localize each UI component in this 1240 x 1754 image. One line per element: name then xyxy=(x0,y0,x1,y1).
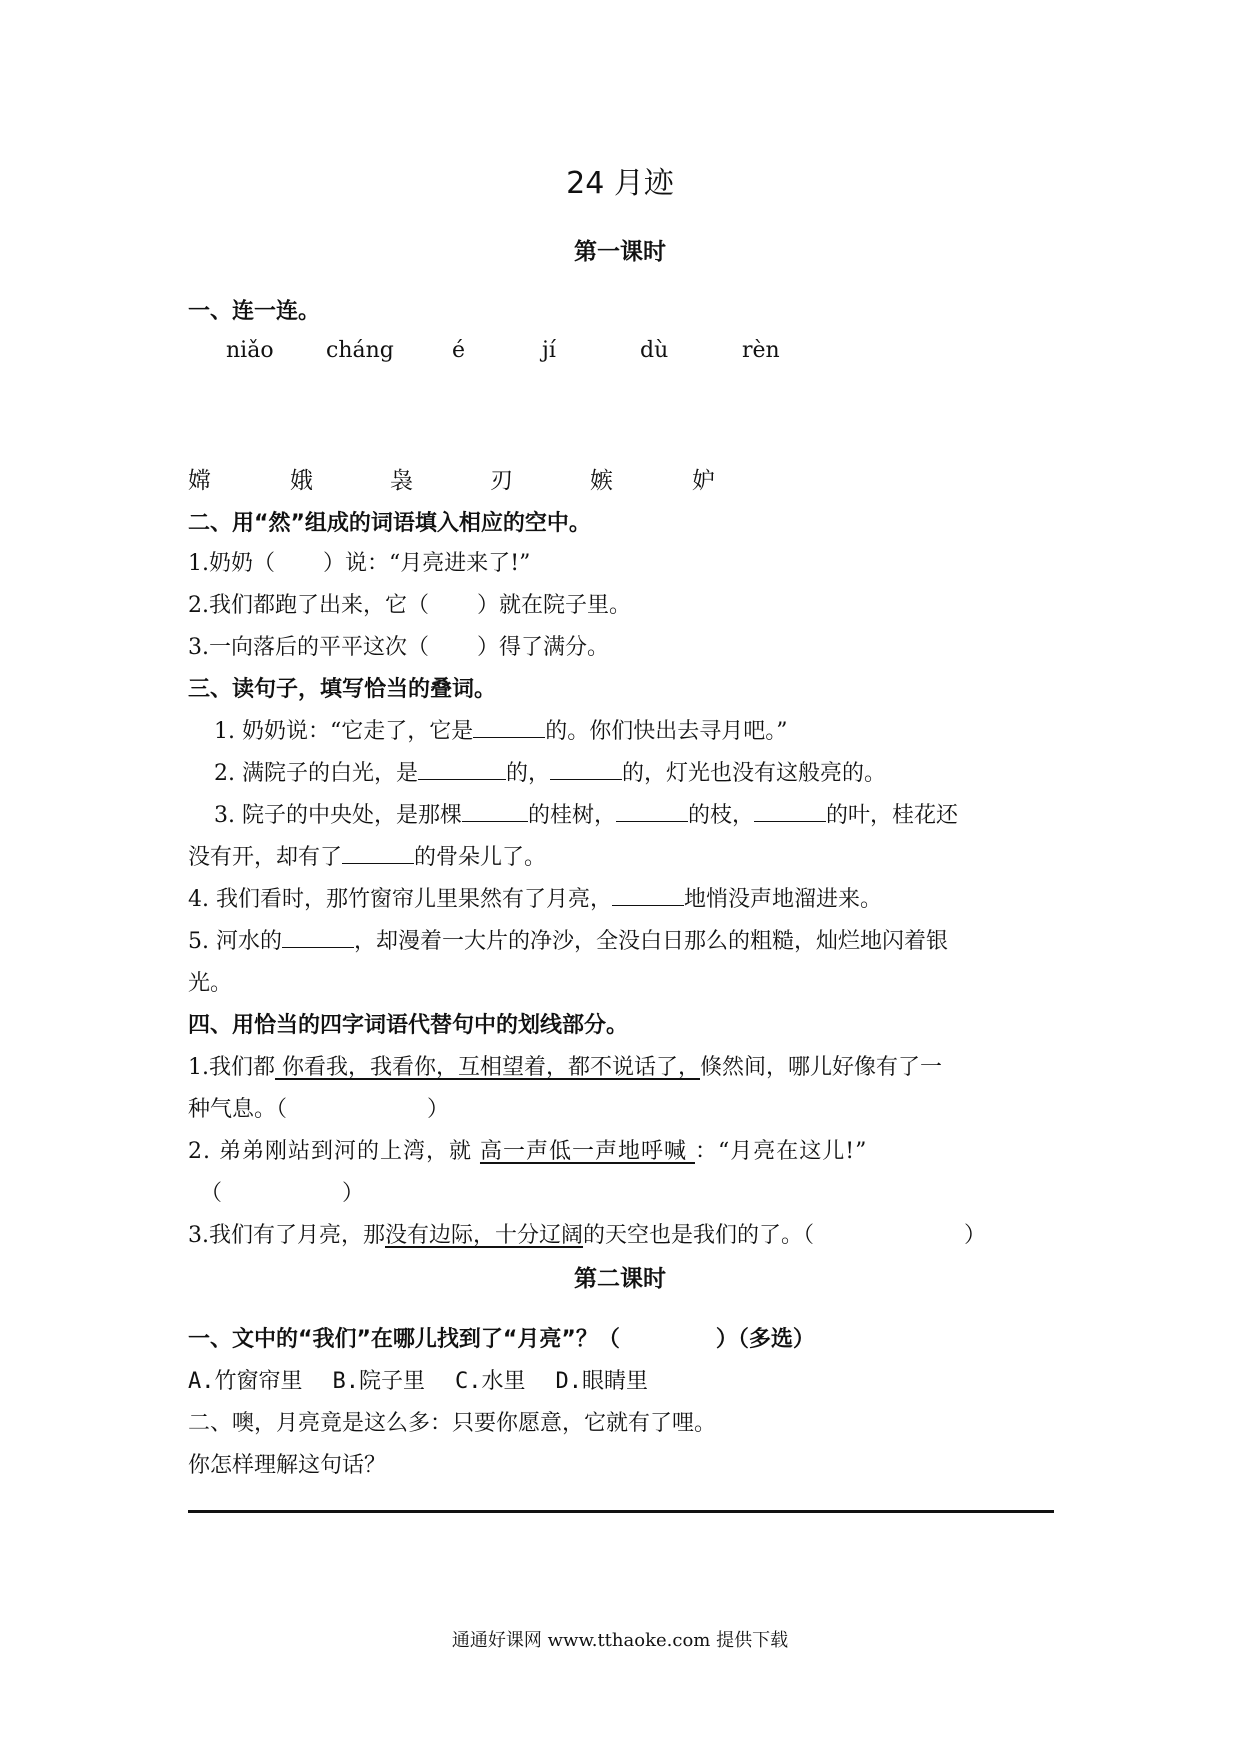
q3-sentence-2: 2. 满院子的白光，是 的， 的，灯光也没有这般亮的。 xyxy=(214,761,887,786)
q4-sentence-3: 3.我们有了月亮，那没有边际，十分辽阔的天空也是我们的了。（ ） xyxy=(188,1223,987,1248)
q4-heading: 四、用恰当的四字词语代替句中的划线部分。 xyxy=(188,1013,629,1038)
pinyin-5: dù xyxy=(640,338,669,363)
hanzi-3: 袅 xyxy=(390,468,413,494)
underlined-phrase: 高一声低一声地呼喊 xyxy=(479,1139,695,1164)
answer-blank[interactable] xyxy=(754,801,826,822)
q2-heading: 二、用“然”组成的词语填入相应的空中。 xyxy=(188,511,591,536)
lesson-one-heading: 第一课时 xyxy=(574,239,666,265)
answer-blank[interactable] xyxy=(550,759,622,780)
q2-item-1: 1.奶奶（ ）说：“月亮进来了!” xyxy=(188,551,531,576)
answer-blank[interactable] xyxy=(462,801,528,822)
underlined-phrase: 你看我，我看你，互相望着，都不说话了， xyxy=(275,1055,700,1080)
q4-sentence-1: 1.我们都 你看我，我看你，互相望着，都不说话了，倏然间，哪儿好像有了一 xyxy=(188,1055,943,1080)
option-d[interactable]: D.眼睛里 xyxy=(555,1369,648,1394)
q3-sentence-3-cont: 没有开，却有了 的骨朵儿了。 xyxy=(188,845,547,870)
hanzi-2: 娥 xyxy=(290,468,313,494)
p1-heading: 一、文中的“我们”在哪儿找到了“月亮”？（ ）（多选） xyxy=(188,1327,815,1352)
q3-sentence-3: 3. 院子的中央处，是那棵 的桂树， 的枝， 的叶，桂花还 xyxy=(214,803,959,828)
underlined-phrase: 没有边际，十分辽阔 xyxy=(385,1223,584,1248)
q4-sentence-2: 2. 弟弟刚站到河的上湾，就 高一声低一声地呼喊 ：“月亮在这儿!” xyxy=(188,1139,868,1164)
hanzi-1: 嫦 xyxy=(188,468,211,494)
pinyin-3: é xyxy=(452,338,466,363)
q4-sentence-1-cont: 种气息。（ ） xyxy=(188,1097,450,1122)
answer-blank[interactable] xyxy=(616,801,688,822)
p2-prompt: 你怎样理解这句话？ xyxy=(188,1453,387,1478)
pinyin-6: rèn xyxy=(742,338,780,363)
lesson-two-heading: 第二课时 xyxy=(574,1266,666,1292)
q3-sentence-5-cont: 光。 xyxy=(188,971,233,996)
hanzi-5: 嫉 xyxy=(590,468,613,494)
answer-blank[interactable] xyxy=(473,717,545,738)
pinyin-1: niǎo xyxy=(226,338,274,363)
option-b[interactable]: B.院子里 xyxy=(332,1369,425,1394)
answer-blank[interactable] xyxy=(342,843,414,864)
q1-heading: 一、连一连。 xyxy=(188,299,321,324)
option-a[interactable]: A.竹窗帘里 xyxy=(188,1369,303,1394)
p1-options xyxy=(188,1364,648,1395)
pinyin-2: cháng xyxy=(326,338,394,363)
q2-item-2: 2.我们都跑了出来，它（ ）就在院子里。 xyxy=(188,593,632,618)
answer-line[interactable] xyxy=(188,1510,1054,1513)
q2-item-3: 3.一向落后的平平这次（ ）得了满分。 xyxy=(188,635,610,660)
option-c[interactable]: C.水里 xyxy=(455,1369,526,1394)
answer-blank[interactable] xyxy=(418,759,506,780)
pinyin-4: jí xyxy=(542,338,556,363)
q3-sentence-4: 4. 我们看时，那竹窗帘儿里果然有了月亮， 地悄没声地溜进来。 xyxy=(188,887,883,912)
q4-sentence-2-cont: （ ） xyxy=(200,1181,365,1206)
q3-heading: 三、读句子，填写恰当的叠词。 xyxy=(188,677,497,702)
q3-sentence-5: 5. 河水的 ，却漫着一大片的净沙，全没白日那么的粗糙，灿烂地闪着银 xyxy=(188,929,948,954)
hanzi-4: 刃 xyxy=(490,468,513,494)
answer-blank[interactable] xyxy=(282,927,354,948)
p2-question: 二、噢，月亮竟是这么多：只要你愿意，它就有了哩。 xyxy=(188,1411,717,1436)
footer-credit: 通通好课网 www.tthaoke.com 提供下载 xyxy=(451,1630,789,1651)
q3-sentence-1: 1. 奶奶说：“它走了，它是 的。你们快出去寻月吧。” xyxy=(214,719,788,744)
hanzi-6: 妒 xyxy=(692,468,715,494)
page-title: 24 月迹 xyxy=(566,166,674,201)
answer-blank[interactable] xyxy=(612,885,684,906)
